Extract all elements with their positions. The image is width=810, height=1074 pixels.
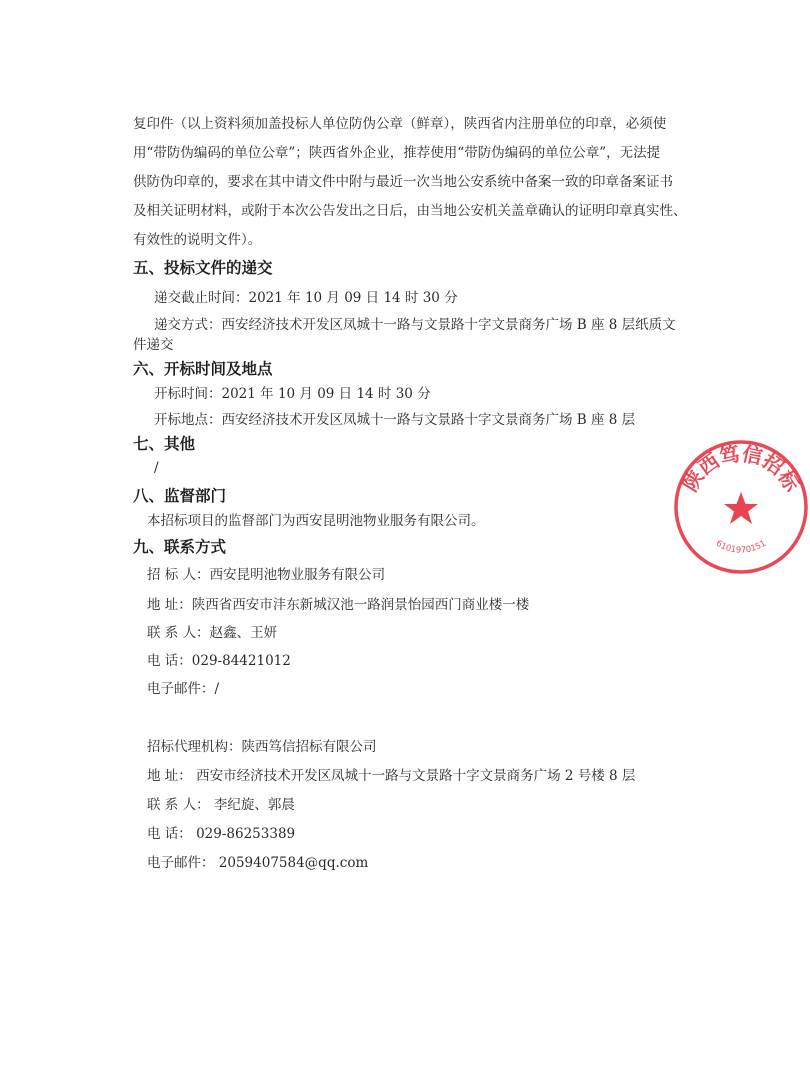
svg-text:陕西笃信招标 bbox=[678, 441, 805, 496]
intro-line-5: 有效性的说明文件）。 bbox=[133, 232, 262, 248]
seal-text-top: 陕西笃信招标 bbox=[677, 441, 805, 496]
intro-line-1: 复印件（以上资料须加盖投标人单位防伪公章（鲜章），陕西省内注册单位的印章，必须使 bbox=[133, 116, 667, 132]
svg-text:6101970151 bbox=[714, 539, 768, 556]
submission-deadline: 递交截止时间：2021 年 10 月 09 日 14 时 30 分 bbox=[154, 290, 458, 306]
supervision-content: 本招标项目的监督部门为西安昆明池物业服务有限公司。 bbox=[147, 513, 485, 529]
agency-phone: 电 话： 029-86253389 bbox=[147, 826, 296, 842]
opening-time: 开标时间：2021 年 10 月 09 日 14 时 30 分 bbox=[154, 386, 431, 402]
intro-line-2: 用“带防伪编码的单位公章”；陕西省外企业，推荐使用“带防伪编码的单位公章”，无法提 bbox=[133, 145, 661, 161]
other-content: / bbox=[154, 460, 159, 476]
section-7-heading: 七、其他 bbox=[133, 434, 196, 453]
buyer-contact: 联 系 人：赵鑫、王妍 bbox=[147, 625, 278, 641]
buyer-email: 电子邮件：/ bbox=[147, 681, 220, 697]
buyer-phone: 电 话：029-84421012 bbox=[147, 653, 291, 669]
agency-email: 电子邮件： 2059407584@qq.com bbox=[147, 855, 369, 871]
submission-method-line-1: 递交方式：西安经济技术开发区凤城十一路与文景路十字文景商务广场 B 座 8 层纸质文 bbox=[154, 317, 676, 333]
company-seal-stamp bbox=[672, 438, 810, 576]
intro-line-3: 供防伪印章的，要求在其中请文件中附与最近一次当地公安系统中备案一致的印章备案证书 bbox=[133, 174, 673, 190]
seal-star-icon bbox=[724, 492, 758, 524]
section-8-heading: 八、监督部门 bbox=[133, 486, 227, 505]
section-6-heading: 六、开标时间及地点 bbox=[133, 359, 273, 378]
section-9-heading: 九、联系方式 bbox=[133, 537, 227, 556]
section-5-heading: 五、投标文件的递交 bbox=[133, 258, 273, 277]
agency-address: 地 址： 西安市经济技术开发区凤城十一路与文景路十字文景商务广场 2 号楼 8 层 bbox=[147, 768, 636, 784]
buyer-name: 招 标 人：西安昆明池物业服务有限公司 bbox=[147, 567, 386, 583]
seal-number: 6101970151 bbox=[713, 538, 769, 556]
submission-method-line-2: 件递交 bbox=[133, 337, 174, 353]
agency-contact: 联 系 人： 李纪旋、郭晨 bbox=[147, 797, 295, 813]
intro-line-4: 及相关证明材料，或附于本次公告发出之日后，由当地公安机关盖章确认的证明印章真实性、 bbox=[133, 203, 687, 219]
buyer-address: 地 址：陕西省西安市沣东新城汉池一路润景怡园西门商业楼一楼 bbox=[147, 597, 530, 613]
agency-name: 招标代理机构：陕西笃信招标有限公司 bbox=[147, 739, 377, 755]
opening-place: 开标地点：西安经济技术开发区凤城十一路与文景路十字文景商务广场 B 座 8 层 bbox=[154, 412, 636, 428]
